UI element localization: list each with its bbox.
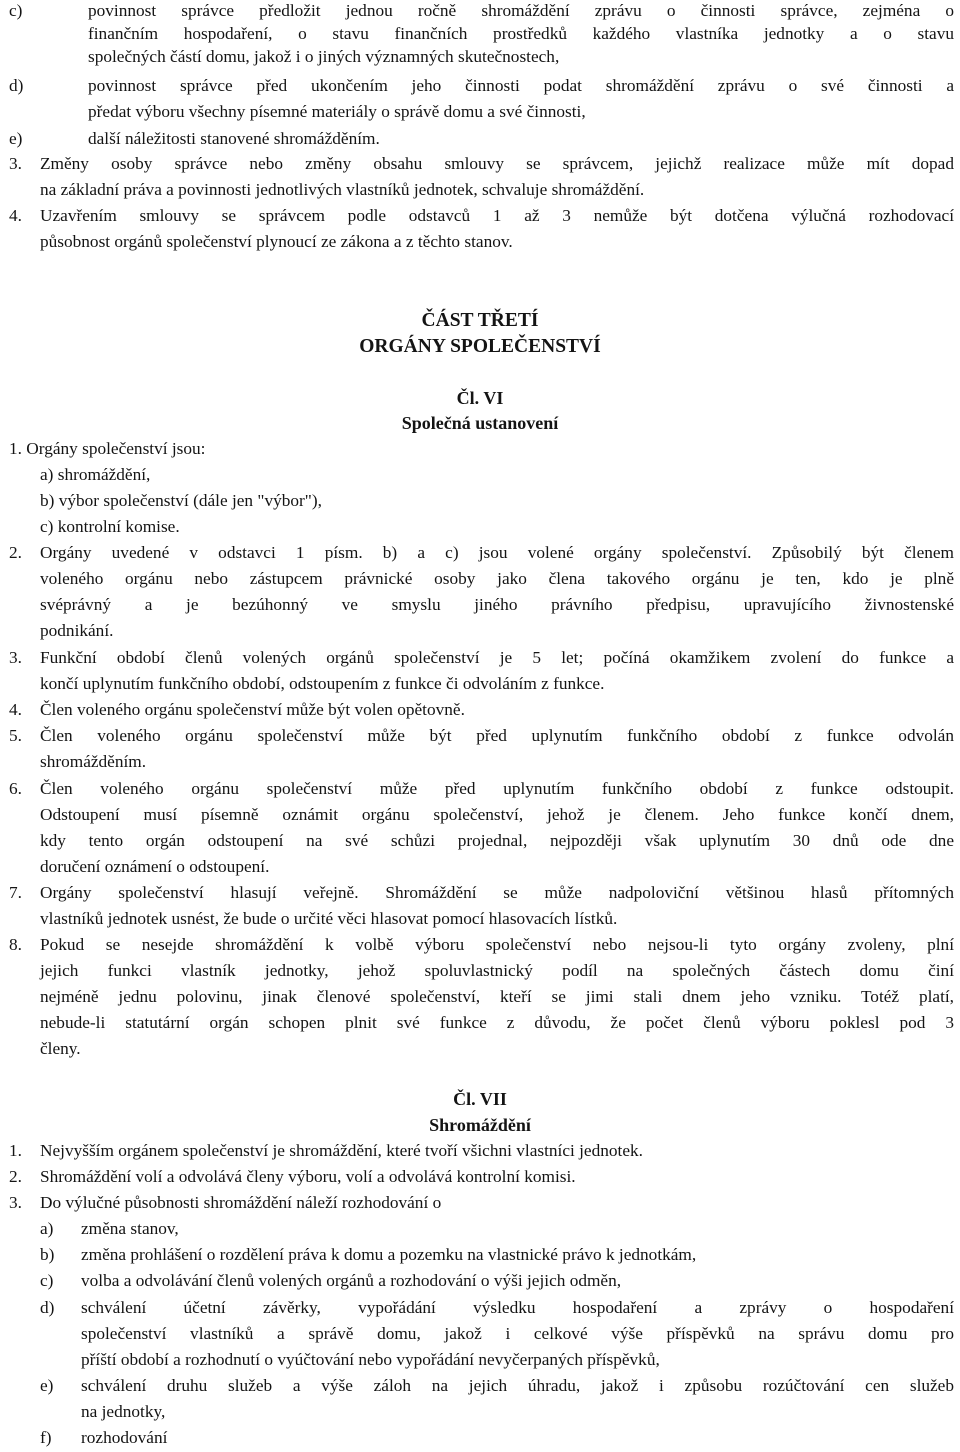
item-label-b: b) — [40, 1245, 55, 1264]
text-line: povinnost správce předložit jednou ročně shromáždění zprávu o činnosti správce, zejména o — [88, 1, 954, 20]
text-line: Člen voleného orgánu společenství může být před uplynutím funkčního období z funkce odvolán — [40, 726, 954, 745]
text-line: svéprávný a je bezúhonný ve smyslu jiného právního předpisu, upravujícího živnostenské — [40, 595, 954, 614]
text-line: působnost orgánů společenství plynoucí ze zákona a z těchto stanov. — [40, 232, 513, 251]
item-label-f: f) — [40, 1428, 52, 1447]
paragraph-number: 8. — [9, 935, 22, 954]
item-label-d: d) — [40, 1298, 55, 1317]
paragraph-number: 3. — [9, 154, 22, 173]
text-line: Změny osoby správce nebo změny obsahu smlouvy se správcem, jejichž realizace může mít dopad — [40, 154, 954, 173]
list-item: rozhodování — [81, 1428, 168, 1447]
text-line: Člen voleného orgánu společenství může před uplynutím funkčního období z funkce odstoupit. — [40, 779, 954, 798]
text-line: povinnost správce před ukončením jeho činnosti podat shromáždění zprávu o své činnosti a — [88, 76, 954, 95]
text-line: předat výboru všechny písemné materiály o správě domu a své činnosti, — [88, 102, 586, 121]
text-line: Shromáždění volí a odvolává členy výboru, volí a odvolává kontrolní komisi. — [40, 1167, 576, 1186]
part-title: ČÁST TŘETÍ — [421, 310, 539, 331]
text-line: vlastníků jednotek usnést, že bude o určité věci hlasovat pomocí hlasovacích lístků. — [40, 909, 618, 928]
text-line: shromážděním. — [40, 752, 147, 771]
text-line: Do výlučné působnosti shromáždění náleží rozhodování o — [40, 1193, 442, 1212]
text-line: končí uplynutím funkčního období, odstoupením z funkce či odvoláním z funkce. — [40, 674, 605, 693]
item-label-c: c) — [9, 1, 23, 20]
paragraph-number: 6. — [9, 779, 22, 798]
paragraph-number: 2. — [9, 543, 22, 562]
text-line: členy. — [40, 1039, 81, 1058]
text-line: nejméně jednu polovinu, jinak členové společenství, kteří se jimi stali dnem jeho vzniku. Totéž platí, — [40, 987, 954, 1006]
text-line: podnikání. — [40, 621, 114, 640]
text-line: Pokud se nesejde shromáždění k volbě výboru společenství nebo nejsou-li tyto orgány zvoleny, plní — [40, 935, 954, 954]
text-line: Orgány uvedené v odstavci 1 písm. b) a c) jsou volené orgány společenství. Způsobilý být členem — [40, 543, 954, 562]
list-item: schválení druhu služeb a výše záloh na jejich úhradu, jakož i způsobu rozúčtování cen služeb — [81, 1376, 954, 1395]
text-line: Funkční období členů volených orgánů společenství je 5 let; počíná okamžikem zvolení do funkce a — [40, 648, 954, 667]
item-label-c: c) — [40, 1271, 54, 1290]
paragraph-number: 1. — [9, 1141, 22, 1160]
item-label-d: d) — [9, 76, 24, 95]
text-line: voleného orgánu nebo zástupcem právnické osoby jako člena takového orgánu je ten, kdo je plně — [40, 569, 954, 588]
text-line: 1. Orgány společenství jsou: — [9, 439, 206, 458]
list-item: změna prohlášení o rozdělení práva k domu a pozemku na vlastnické právo k jednotkám, — [81, 1245, 697, 1264]
text-line: další náležitosti stanovené shromážděním. — [88, 129, 380, 148]
text-line: kdy tento orgán odstoupení na své schůzi projednal, nejpozději však uplynutím 30 dnů ode dne — [40, 831, 954, 850]
list-item: a) shromáždění, — [40, 465, 151, 484]
paragraph-number: 7. — [9, 883, 22, 902]
paragraph-number: 3. — [9, 648, 22, 667]
paragraph-number: 2. — [9, 1167, 22, 1186]
article-title: Shromáždění — [429, 1115, 531, 1135]
paragraph-number: 4. — [9, 206, 22, 225]
text-line: finančním hospodaření, o stavu finančních prostředků každého vlastníka jednotky a o stavu — [88, 24, 954, 43]
text-line: Nejvyšším orgánem společenství je shromáždění, které tvoří všichni vlastníci jednotek. — [40, 1141, 643, 1160]
text-line: příští období a rozhodnutí o vyúčtování nebo vypořádání nevyčerpaných příspěvků, — [81, 1350, 660, 1369]
item-label-e: e) — [9, 129, 23, 148]
list-item: schválení účetní závěrky, vypořádání výsledku hospodaření a zprávy o hospodaření — [81, 1298, 954, 1317]
list-item: volba a odvolávání členů volených orgánů a rozhodování o výši jejich odměn, — [81, 1271, 622, 1290]
text-line: Uzavřením smlouvy se správcem podle odstavců 1 až 3 nemůže být dotčena výlučná rozhodovací — [40, 206, 954, 225]
text-line: na základní práva a povinnosti jednotlivých vlastníků jednotek, schvaluje shromáždění. — [40, 180, 645, 199]
paragraph-number: 5. — [9, 726, 22, 745]
text-line: společenství vlastníků a správě domu, jakož i celkové výše příspěvků na správu domu pro — [81, 1324, 954, 1343]
text-line: Člen voleného orgánu společenství může být volen opětovně. — [40, 700, 465, 719]
text-line: jejich funkci vlastník jednotky, jehož spoluvlastnický podíl na společných částech domu činí — [40, 961, 954, 980]
list-item: změna stanov, — [81, 1219, 179, 1238]
article-number: Čl. VII — [453, 1089, 507, 1109]
paragraph-number: 3. — [9, 1193, 22, 1212]
part-subtitle: ORGÁNY SPOLEČENSTVÍ — [359, 336, 601, 357]
item-label-a: a) — [40, 1219, 54, 1238]
article-title: Společná ustanovení — [401, 413, 559, 433]
text-line: Odstoupení musí písemně oznámit orgánu společenství, jehož je členem. Jeho funkce končí dnem, — [40, 805, 954, 824]
text-line: společných částí domu, jakož i o jiných významných skutečnostech, — [88, 47, 560, 66]
paragraph-number: 4. — [9, 700, 22, 719]
text-line: doručení oznámení o odstoupení. — [40, 857, 270, 876]
text-line: na jednotky, — [81, 1402, 166, 1421]
text-line: nebude-li statutární orgán schopen plnit své funkce z důvodu, že počet členů výboru poklesl pod 3 — [40, 1013, 954, 1032]
item-label-e: e) — [40, 1376, 54, 1395]
list-item: b) výbor společenství (dále jen "výbor"), — [40, 491, 322, 510]
text-line: Orgány společenství hlasují veřejně. Shromáždění se může nadpoloviční většinou hlasů přítomných — [40, 883, 954, 902]
article-number: Čl. VI — [456, 388, 504, 408]
list-item: c) kontrolní komise. — [40, 517, 180, 536]
